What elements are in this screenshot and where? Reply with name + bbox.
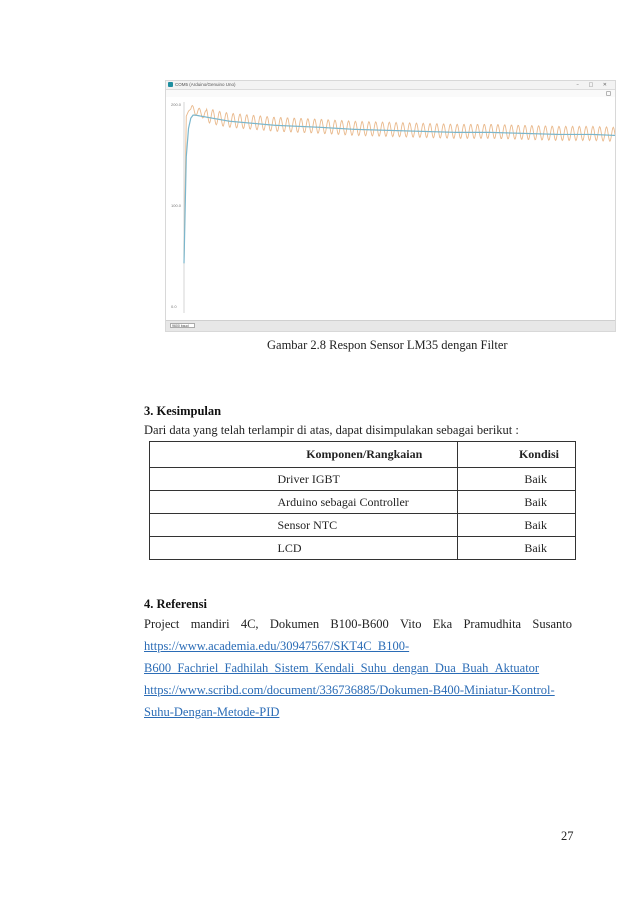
plotter-statusbar bbox=[166, 320, 615, 331]
component-name: LCD bbox=[276, 537, 458, 560]
plot-area bbox=[166, 81, 616, 332]
figure-caption: Gambar 2.8 Respon Sensor LM35 dengan Filter bbox=[267, 338, 508, 352]
table-header-row bbox=[150, 442, 576, 468]
ref-word: Eka bbox=[432, 617, 453, 631]
reference-text bbox=[144, 617, 572, 632]
ref-word: 4C, bbox=[240, 617, 259, 631]
conclusion-heading: 3. Kesimpulan bbox=[144, 404, 222, 418]
component-name: Driver IGBT bbox=[276, 468, 458, 491]
component-status: Baik bbox=[458, 468, 576, 491]
ref-word: mandiri bbox=[190, 617, 230, 631]
component-status: Baik bbox=[458, 514, 576, 537]
reference-link-academia-cont[interactable]: B600_Fachriel_Fadhilah_Sistem_Kendali_Suhu_dengan_Dua_Buah_Aktuator bbox=[144, 661, 540, 675]
ref-word: Susanto bbox=[532, 617, 572, 631]
ref-word: Pramudhita bbox=[463, 617, 522, 631]
table-row bbox=[150, 537, 576, 560]
window-title: COM5 (Arduino/Genuino Uno) bbox=[175, 82, 236, 87]
table-row bbox=[150, 491, 576, 514]
serial-plotter-screenshot bbox=[165, 80, 616, 332]
ref-word: Vito bbox=[400, 617, 422, 631]
references-heading: 4. Referensi bbox=[144, 597, 207, 611]
ref-word: Dokumen bbox=[269, 617, 320, 631]
reference-link-academia[interactable]: https://www.academia.edu/30947567/SKT4C_B100- bbox=[144, 639, 410, 653]
conclusion-text: Dari data yang telah terlampir di atas, dapat disimpulakan sebagai berikut : bbox=[144, 423, 519, 437]
raw-sensor-line bbox=[184, 106, 615, 264]
table-row bbox=[150, 514, 576, 537]
table-row bbox=[150, 468, 576, 491]
ref-word: B100-B600 bbox=[330, 617, 389, 631]
y-tick-label: 200.0 bbox=[171, 102, 182, 107]
window-controls[interactable]: – □ ✕ bbox=[576, 82, 611, 88]
reference-link-scribd[interactable]: https://www.scribd.com/document/336736885/Dokumen-B400-Miniatur-Kontrol- bbox=[144, 683, 555, 697]
reference-link-scribd-cont[interactable]: Suhu-Dengan-Metode-PID bbox=[144, 705, 280, 719]
page-number: 27 bbox=[561, 829, 574, 843]
component-status-table bbox=[149, 441, 576, 560]
header-component: Komponen/Rangkaian bbox=[276, 442, 458, 468]
header-condition: Kondisi bbox=[458, 442, 576, 468]
component-status: Baik bbox=[458, 537, 576, 560]
header-mark bbox=[150, 442, 276, 468]
y-tick-label: 100.0 bbox=[171, 203, 182, 208]
component-name: Arduino sebagai Controller bbox=[276, 491, 458, 514]
ref-word: Project bbox=[144, 617, 180, 631]
y-tick-label: 0.0 bbox=[171, 304, 177, 309]
baud-rate-select[interactable]: 9600 baud bbox=[170, 323, 195, 328]
component-status: Baik bbox=[458, 491, 576, 514]
component-name: Sensor NTC bbox=[276, 514, 458, 537]
